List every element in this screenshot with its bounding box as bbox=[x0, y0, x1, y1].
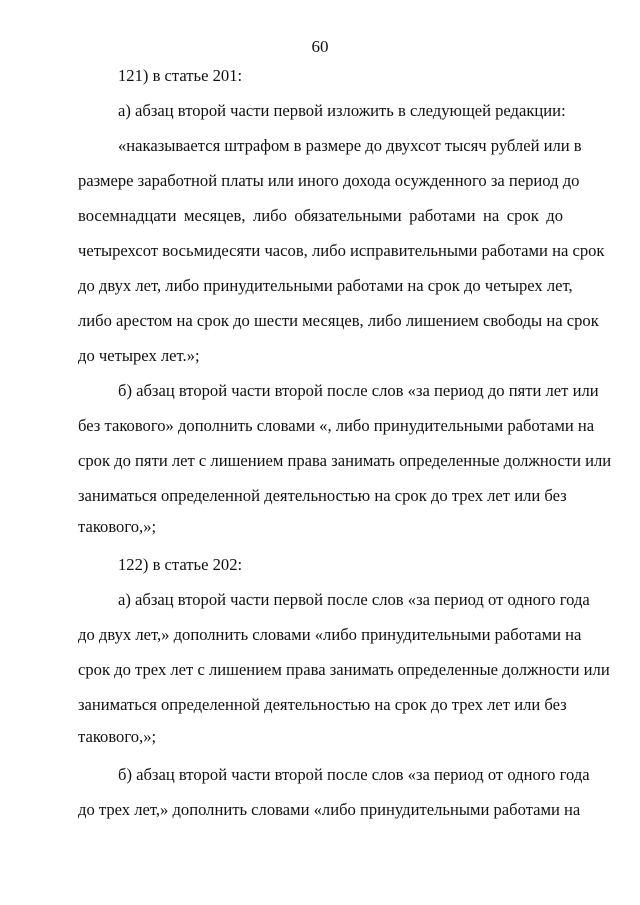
text-line: без такового» дополнить словами «, либо принудительными работами на bbox=[78, 416, 595, 435]
text-line: до трех лет,» дополнить словами «либо принудительными работами на bbox=[78, 800, 581, 819]
text-line: до двух лет,» дополнить словами «либо принудительными работами на bbox=[78, 625, 582, 644]
text-line: восемнадцати месяцев, либо обязательными работами на срок до bbox=[78, 206, 563, 225]
text-line: такового,»; bbox=[78, 727, 157, 746]
text-line: четырехсот восьмидесяти часов, либо исправительными работами на срок bbox=[78, 241, 605, 260]
text-line: а) абзац второй части первой после слов «за период от одного года bbox=[118, 590, 590, 609]
text-line: б) абзац второй части второй после слов «за период от одного года bbox=[118, 765, 590, 784]
text-line: до двух лет, либо принудительными работами на срок до четырех лет, bbox=[78, 276, 573, 295]
page-number: 60 bbox=[311, 37, 329, 56]
text-line: заниматься определенной деятельностью на срок до трех лет или без bbox=[78, 486, 567, 505]
text-line: срок до пяти лет с лишением права занимать определенные должности или bbox=[78, 451, 612, 470]
text-line: либо арестом на срок до шести месяцев, либо лишением свободы на срок bbox=[78, 311, 599, 330]
text-line: «наказывается штрафом в размере до двухсот тысяч рублей или в bbox=[118, 136, 582, 155]
text-line: срок до трех лет с лишением права занимать определенные должности или bbox=[78, 660, 610, 679]
text-line: такового,»; bbox=[78, 517, 157, 536]
text-line: а) абзац второй части первой изложить в следующей редакции: bbox=[118, 101, 566, 120]
text-line: б) абзац второй части второй после слов «за период до пяти лет или bbox=[118, 381, 599, 400]
text-line: до четырех лет.»; bbox=[78, 346, 200, 365]
text-line: 122) в статье 202: bbox=[118, 555, 243, 574]
text-line: заниматься определенной деятельностью на срок до трех лет или без bbox=[78, 695, 567, 714]
text-line: 121) в статье 201: bbox=[118, 66, 243, 85]
text-line: размере заработной платы или иного дохода осужденного за период до bbox=[78, 171, 580, 190]
